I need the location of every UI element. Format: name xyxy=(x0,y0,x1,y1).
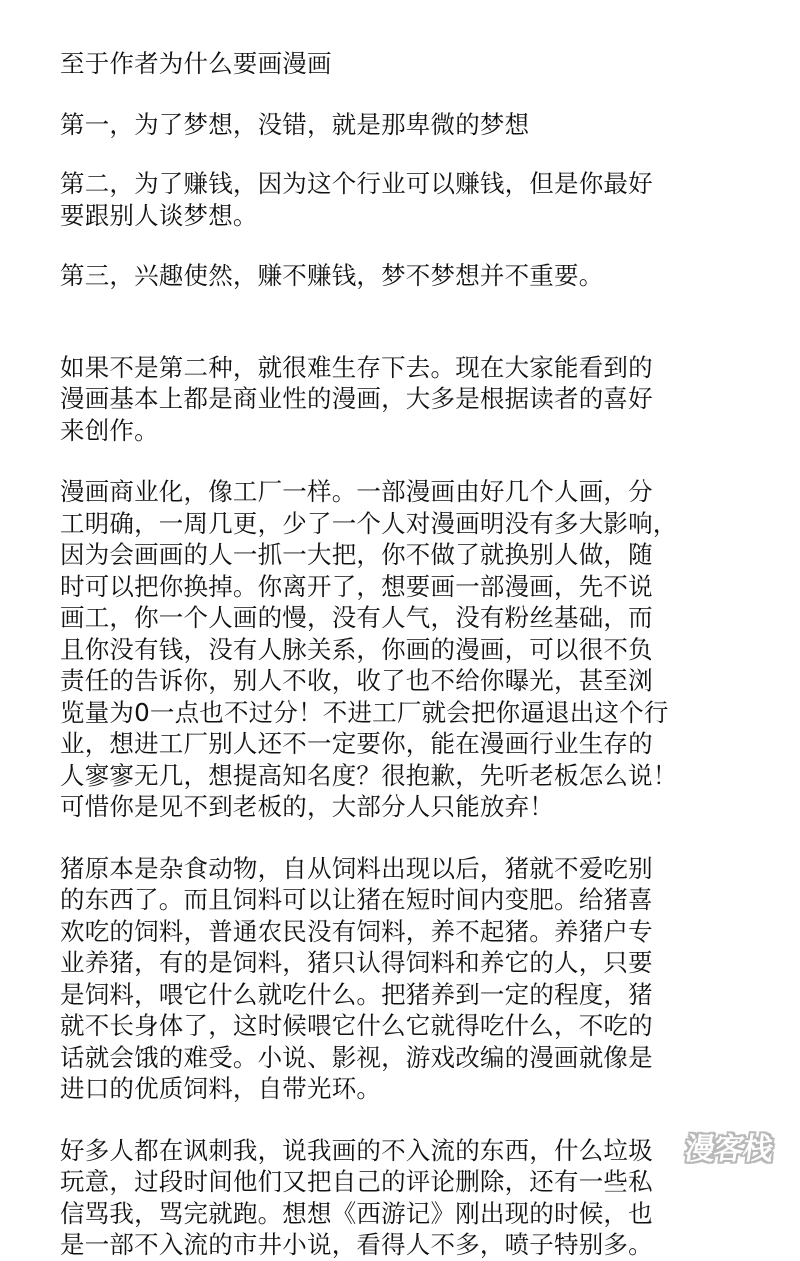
paragraph-line: 猪原本是杂食动物，自从饲料出现以后，猪就不爱吃别 xyxy=(60,853,653,883)
paragraph-line: 的东西了。而且饲料可以让猪在短时间内变肥。给猪喜 xyxy=(60,885,653,914)
paragraph-line: 信骂我，骂完就跑。想想《西游记》刚出现的时候，也 xyxy=(60,1198,653,1228)
paragraph-line: 第二，为了赚钱，因为这个行业可以赚钱，但是你最好 xyxy=(60,169,653,198)
paragraph-line: 工明确，一周几更，少了一个人对漫画明没有多大影响， xyxy=(60,508,678,538)
paragraph-commercialization xyxy=(60,476,750,823)
paragraph-line: 漫画商业化，像工厂一样。一部漫画由好几个人画，分 xyxy=(60,477,653,506)
paragraph-line: 如果不是第二种，就很难生存下去。现在大家能看到的 xyxy=(60,352,653,382)
paragraph-line: 览量为0一点也不过分！不进工厂就会把你逼退出这个行 xyxy=(60,697,669,727)
paragraph-line: 且你没有钱，没有人脉关系，你画的漫画，可以很不负 xyxy=(60,634,653,664)
paragraph-line: 进口的优质饲料，自带光环。 xyxy=(60,1074,382,1103)
paragraph-reason-two xyxy=(60,168,750,231)
paragraph-line: 责任的告诉你，别人不收，收了也不给你曝光，甚至浏 xyxy=(60,666,653,695)
paragraph-line: 第一，为了梦想，没错，就是那卑微的梦想 xyxy=(60,109,530,139)
paragraph-line: 要跟别人谈梦想。 xyxy=(60,200,258,230)
paragraph-line: 欢吃的饲料，普通农民没有饲料，养不起猪。养猪户专 xyxy=(60,916,653,946)
paragraph-line: 时可以把你换掉。你离开了，想要画一部漫画，先不说 xyxy=(60,571,653,601)
paragraph-line: 玩意，过段时间他们又把自己的评论删除，还有一些私 xyxy=(60,1167,653,1196)
paragraph-pig-metaphor xyxy=(60,853,750,1105)
paragraph-line: 话就会饿的难受。小说、影视，游戏改编的漫画就像是 xyxy=(60,1042,653,1072)
paragraph-line: 第三，兴趣使然，赚不赚钱，梦不梦想并不重要。 xyxy=(60,261,604,290)
watermark-logo xyxy=(669,1124,789,1168)
paragraph-line: 来创作。 xyxy=(60,415,159,445)
paragraph-line: 漫画基本上都是商业性的漫画，大多是根据读者的喜好 xyxy=(60,384,653,413)
paragraph-line: 因为会画画的人一抓一大把，你不做了就换别人做，随 xyxy=(60,540,653,569)
paragraph-line: 业养猪，有的是饲料，猪只认得饲料和养它的人，只要 xyxy=(60,948,653,977)
paragraph-criticism xyxy=(60,1135,750,1261)
document-title: 至于作者为什么要画漫画 xyxy=(60,49,332,78)
paragraph-line: 好多人都在讽刺我，说我画的不入流的东西，什么垃圾 xyxy=(60,1135,653,1165)
paragraph-line: 人寥寥无几，想提高知名度？很抱歉，先听老板怎么说！ xyxy=(60,760,678,790)
watermark-text: 漫客栈 xyxy=(682,1132,775,1167)
paragraph-line: 就不长身体了，这时候喂它什么它就得吃什么，不吃的 xyxy=(60,1011,653,1040)
paragraph-line: 是一部不入流的市井小说，看得人不多，喷子特别多。 xyxy=(60,1230,653,1259)
paragraph-line: 是饲料，喂它什么就吃什么。把猪养到一定的程度，猪 xyxy=(60,979,653,1009)
paragraph-line: 画工，你一个人画的慢，没有人气，没有粉丝基础，而 xyxy=(60,603,653,632)
document-body xyxy=(60,48,750,1261)
paragraph-line: 业，想进工厂别人还不一定要你，能在漫画行业生存的 xyxy=(60,729,653,758)
paragraph-reason-three xyxy=(60,260,750,292)
paragraph-survival xyxy=(60,352,750,447)
paragraph-line: 可惜你是见不到老板的，大部分人只能放弃！ xyxy=(60,792,554,821)
paragraph-reason-one xyxy=(60,109,750,141)
